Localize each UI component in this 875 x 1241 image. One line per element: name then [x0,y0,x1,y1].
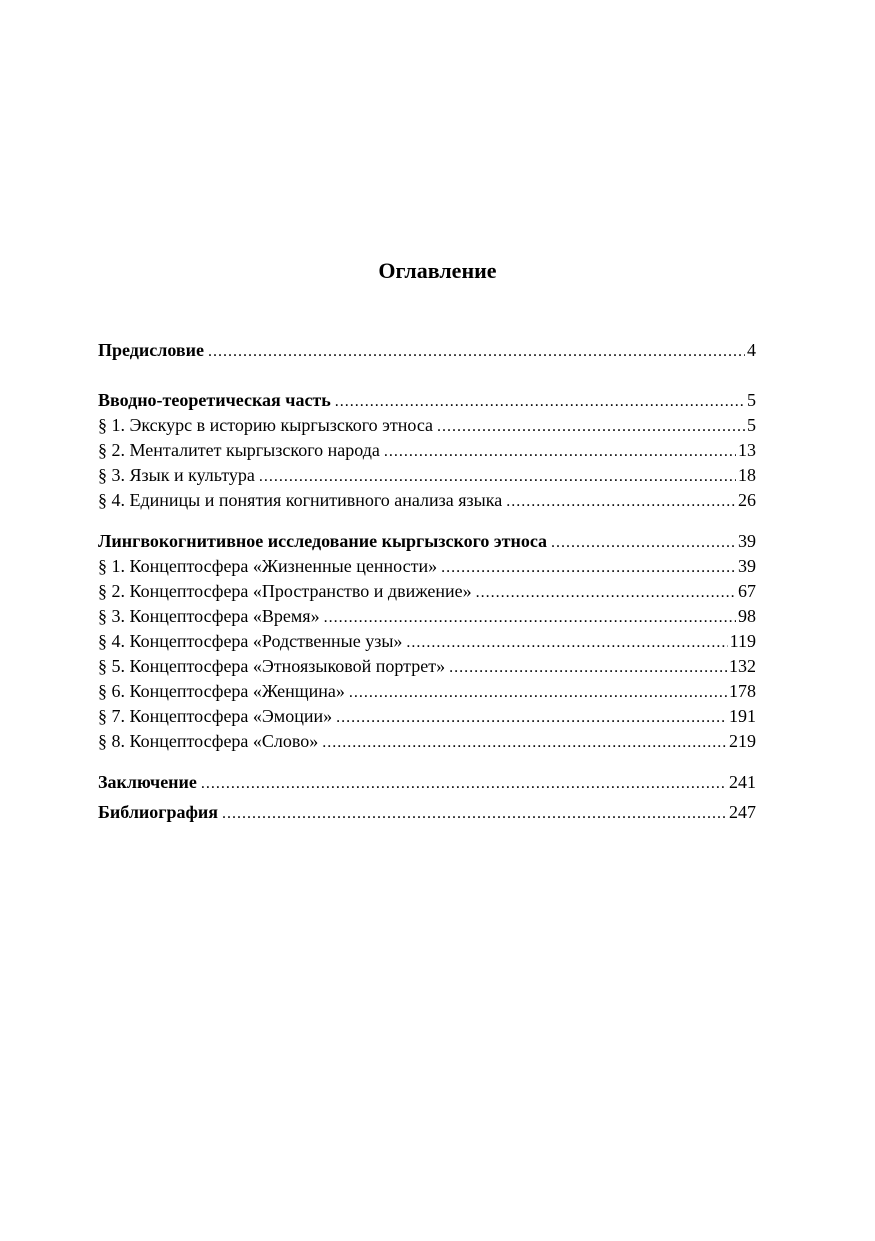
toc-entry-research[interactable] [98,529,756,554]
dot-leader [324,605,736,630]
toc-entry-label: § 7. Концептосфера «Эмоции» [98,706,333,726]
toc-entry-label: § 4. Единицы и понятия когнитивного анализа языка [98,490,503,510]
toc-entry-research-7[interactable] [98,704,756,729]
toc-entry-page: 13 [738,440,756,460]
dot-leader [322,730,727,755]
dot-leader [222,801,727,826]
toc-entry-page: 39 [738,531,756,551]
toc-entry-page: 191 [729,706,756,726]
toc-entry-label: § 3. Язык и культура [98,465,255,485]
toc-entry-page: 26 [738,490,756,510]
toc-entry-page: 247 [729,802,756,822]
toc-entry-label: Заключение [98,772,197,792]
toc-entry-preface[interactable] [98,338,756,363]
dot-leader [201,771,727,796]
toc-entry-page: 4 [747,340,756,360]
toc-entry-conclusion[interactable] [98,770,756,795]
toc-entry-label: § 8. Концептосфера «Слово» [98,731,319,751]
section-gap [98,363,756,388]
toc-entry-page: 178 [729,681,756,701]
toc-entry-label: § 2. Менталитет кыргызского народа [98,440,380,460]
toc-entry-page: 241 [729,772,756,792]
toc-entry-label: Вводно-теоретическая часть [98,390,331,410]
toc-entry-research-8[interactable] [98,729,756,754]
toc-entry-page: 132 [729,656,756,676]
toc-entry-page: 98 [738,606,756,626]
toc-entry-research-6[interactable] [98,679,756,704]
toc-entry-intro-4[interactable] [98,488,756,513]
toc-entry-page: 5 [747,415,756,435]
dot-leader [506,489,736,514]
toc-entry-page: 119 [729,631,756,651]
dot-leader [437,414,745,439]
table-of-contents [98,338,756,825]
toc-entry-bibliography[interactable] [98,800,756,825]
toc-entry-page: 67 [738,581,756,601]
dot-leader [441,555,736,580]
dot-leader [208,339,745,364]
toc-entry-label: § 1. Экскурс в историю кыргызского этноса [98,415,434,435]
page-title: Оглавление [378,258,497,283]
dot-leader [335,389,745,414]
toc-entry-label: § 2. Концептосфера «Пространство и движение» [98,581,472,601]
toc-entry-research-1[interactable] [98,554,756,579]
toc-entry-label: § 1. Концептосфера «Жизненные ценности» [98,556,438,576]
section-gap [98,754,756,770]
section-gap [98,513,756,529]
dot-leader [476,580,736,605]
toc-entry-intro-3[interactable] [98,463,756,488]
toc-entry-page: 5 [747,390,756,410]
toc-entry-research-2[interactable] [98,579,756,604]
toc-entry-page: 18 [738,465,756,485]
dot-leader [336,705,727,730]
dot-leader [259,464,736,489]
toc-entry-label: Предисловие [98,340,204,360]
toc-entry-page: 39 [738,556,756,576]
dot-leader [551,530,736,555]
toc-entry-intro-2[interactable] [98,438,756,463]
toc-entry-label: Библиография [98,802,219,822]
toc-entry-page: 219 [729,731,756,751]
dot-leader [449,655,727,680]
toc-entry-research-5[interactable] [98,654,756,679]
dot-leader [406,630,727,655]
toc-entry-label: § 5. Концептосфера «Этноязыковой портрет» [98,656,446,676]
toc-entry-label: § 3. Концептосфера «Время» [98,606,320,626]
toc-entry-intro[interactable] [98,388,756,413]
dot-leader [384,439,736,464]
toc-entry-label: Лингвокогнитивное исследование кыргызского этноса [98,531,548,551]
toc-entry-label: § 6. Концептосфера «Женщина» [98,681,345,701]
dot-leader [349,680,727,705]
toc-entry-research-4[interactable] [98,629,756,654]
toc-entry-label: § 4. Концептосфера «Родственные узы» [98,631,403,651]
toc-entry-research-3[interactable] [98,604,756,629]
toc-entry-intro-1[interactable] [98,413,756,438]
